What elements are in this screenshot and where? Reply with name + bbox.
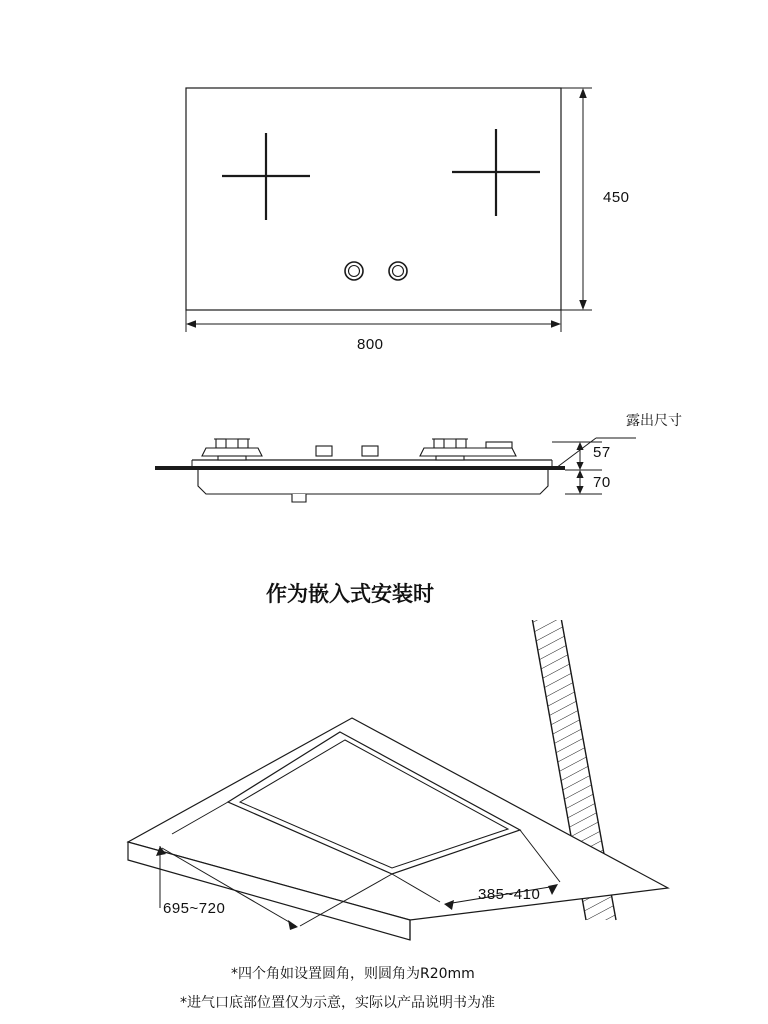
depth-dimension [561,88,592,310]
cutout-width-label: 695~720 [163,900,226,917]
exposed-height-label: 57 [593,444,611,461]
cutout-depth-label: 385~410 [478,886,541,903]
side-burner-left [202,439,262,460]
top-view-depth-label: 450 [603,189,630,206]
top-view-width-label: 800 [357,336,384,353]
knob-right-inner-icon [393,266,404,277]
note-corner-radius: *四个角如设置圆角，则圆角为R20mm [231,966,475,982]
embedded-view-diagram [0,620,768,960]
side-burner-right [420,439,516,460]
top-view-diagram [0,0,768,380]
hob-body-profile [198,470,548,494]
gas-inlet-icon [292,494,306,502]
knob-left-inner-icon [349,266,360,277]
side-view-diagram [0,412,768,552]
width-dimension [186,310,561,332]
embedded-section-title: 作为嵌入式安装时 [266,582,434,606]
countertop-line [155,466,565,470]
hob-outline [186,88,561,310]
side-center-parts [316,446,378,456]
note-gas-inlet: *进气口底部位置仅为示意，实际以产品说明书为准 [180,995,495,1011]
body-height-label: 70 [593,474,611,491]
exposed-dimension-callout: 露出尺寸 [626,413,682,429]
